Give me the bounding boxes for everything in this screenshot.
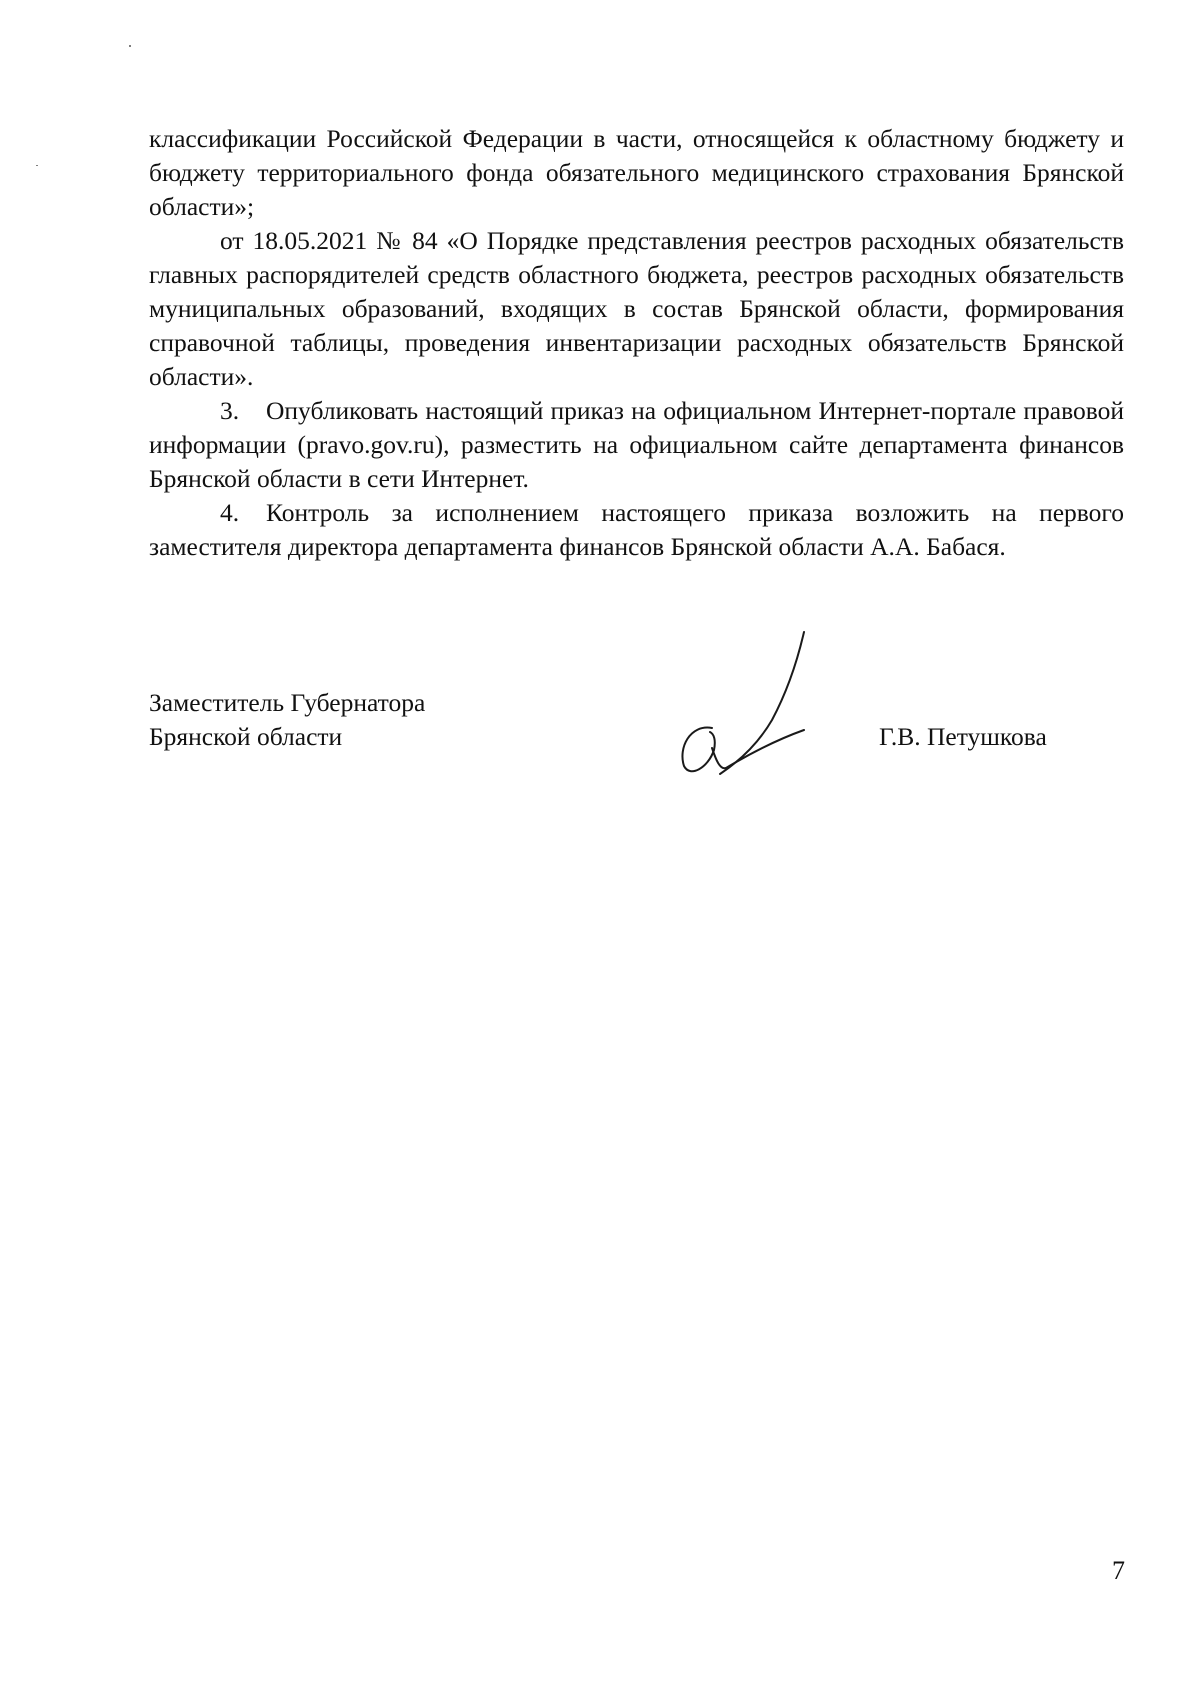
scan-speck <box>36 165 38 166</box>
handwritten-signature <box>676 628 816 778</box>
signatory-name: Г.В. Петушкова <box>879 722 1047 751</box>
paragraph-text: от 18.05.2021 № 84 «О Порядке представления реестров расходных обязательств главных распорядителей средств областного бюджета, реестров расходных обязательств муниципальных образований, входящих в состав Брянской области, формирования справочной таблицы, проведения инвентаризации расходных обязательств Брянской области». <box>149 226 1124 391</box>
paragraph-text: классификации Российской Федерации в части, относящейся к областному бюджету и бюджету территориального фонда обязательного медицинского страхования Брянской области»; <box>149 124 1124 221</box>
paragraph-order-reference <box>149 224 1124 394</box>
paragraph-item-4 <box>149 496 1124 564</box>
scan-speck <box>129 45 131 47</box>
item-number: 3. <box>220 396 240 425</box>
signatory-position-line: Заместитель Губернатора <box>149 688 426 717</box>
signatory-position <box>149 686 425 754</box>
signatory-position-line: Брянской области <box>149 722 343 751</box>
paragraph-continuation <box>149 122 1124 224</box>
item-number: 4. <box>220 498 240 527</box>
paragraph-item-3 <box>149 394 1124 496</box>
paragraph-text: Контроль за исполнением настоящего приказа возложить на первого заместителя директора департамента финансов Брянской области А.А. Бабася. <box>149 498 1124 561</box>
document-body <box>149 122 1124 564</box>
page-number: 7 <box>1112 1556 1125 1585</box>
paragraph-text: Опубликовать настоящий приказ на официальном Интернет-портале правовой информации (pravo.gov.ru), разместить на официальном сайте департамента финансов Брянской области в сети Интернет. <box>149 396 1124 493</box>
